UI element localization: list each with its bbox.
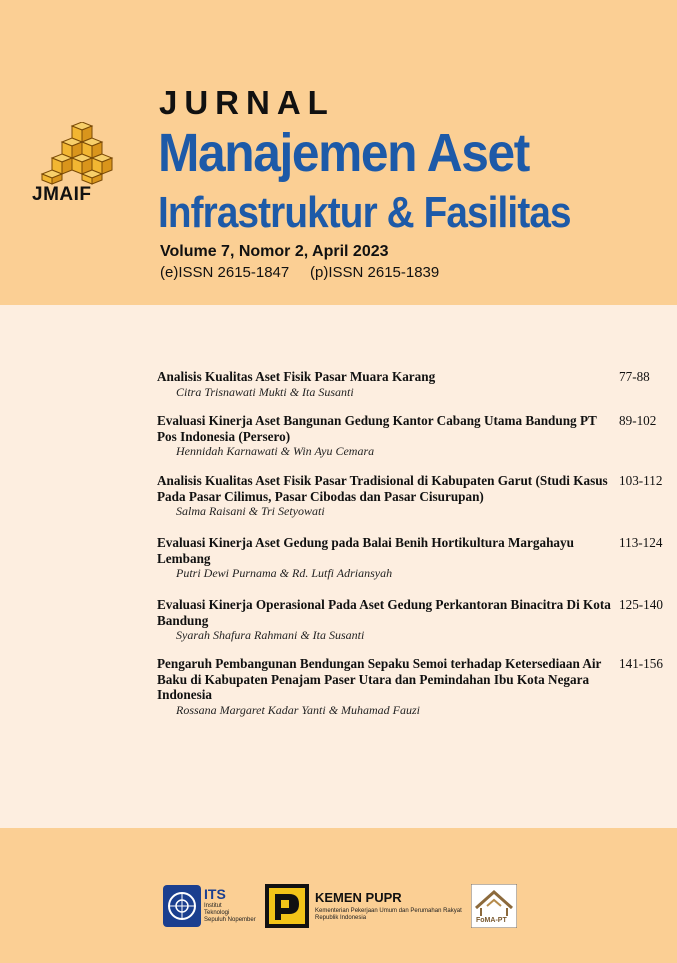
journal-title-line1: Manajemen Aset [158,123,529,183]
toc-entry[interactable] [157,597,677,643]
toc-entry[interactable] [157,369,677,400]
article-pages: 103-112 [619,473,663,488]
article-pages: 113-124 [619,535,663,550]
volume-info: Volume 7, Nomor 2, April 2023 [160,243,389,260]
foma-logo [471,884,521,928]
journal-title-line2: Infrastruktur & Fasilitas [158,188,571,237]
article-title: Evaluasi Kinerja Aset Bangunan Gedung Kantor Cabang Utama Bandung PT Pos Indonesia (Persero) [157,413,597,444]
its-sub2: Teknologi [204,910,230,916]
pupr-logo [265,884,465,928]
article-pages: 141-156 [619,656,663,671]
pupr-emblem-icon [265,884,309,928]
its-sub1: Institut [204,903,222,909]
article-authors: Syarah Shafura Rahmani & Ita Susanti [176,628,365,642]
article-title: Analisis Kualitas Aset Fisik Pasar Muara Karang [157,369,436,384]
article-title: Evaluasi Kinerja Aset Gedung pada Balai Benih Hortikultura Margahayu Lembang [157,535,574,566]
its-name: ITS [204,886,226,902]
pupr-sub1: Kementerian Pekerjaan Umum dan Perumahan Rakyat [315,908,462,914]
issn-electronic: (e)ISSN 2615-1847 [160,264,290,281]
article-authors: Salma Raisani & Tri Setyowati [176,504,325,518]
article-authors: Rossana Margaret Kadar Yanti & Muhamad Fauzi [176,702,421,717]
toc-entry[interactable] [157,413,677,459]
article-authors: Hennidah Karnawati & Win Ayu Cemara [176,444,375,458]
its-emblem-icon [162,884,202,928]
its-sub3: Sepuluh Nopember [204,917,256,923]
pupr-sub2: Republik Indonesia [315,915,367,921]
article-title: Pengaruh Pembangunan Bendungan Sepaku Semoi terhadap Ketersediaan Air Baku di Kabupaten Penajam Paser Utara dan Pemindahan Ibu Kota Negara Indonesia [157,656,602,702]
pupr-name: KEMEN PUPR [315,890,402,905]
journal-word: JURNAL [159,84,335,121]
toc-entry[interactable] [157,535,677,581]
article-pages: 89-102 [619,413,657,428]
its-logo [162,884,262,928]
toc-entry[interactable] [157,473,677,519]
article-pages: 125-140 [619,597,663,612]
toc-entry[interactable] [157,656,677,718]
issn-print: (p)ISSN 2615-1839 [310,264,440,281]
article-title: Evaluasi Kinerja Operasional Pada Aset Gedung Perkantoran Binacitra Di Kota Bandung [157,597,611,628]
foma-name: FoMA-PT [476,917,507,924]
logo-text: JMAIF [32,184,92,205]
article-pages: 77-88 [619,369,650,384]
article-authors: Citra Trisnawati Mukti & Ita Susanti [176,384,354,399]
article-title: Analisis Kualitas Aset Fisik Pasar Tradisional di Kabupaten Garut (Studi Kasus Pada Pasar Cilimus, Pasar Cibodas dan Pasar Cisurupan) [157,473,608,504]
article-authors: Putri Dewi Purnama & Rd. Lutfi Adriansyah [176,566,393,580]
